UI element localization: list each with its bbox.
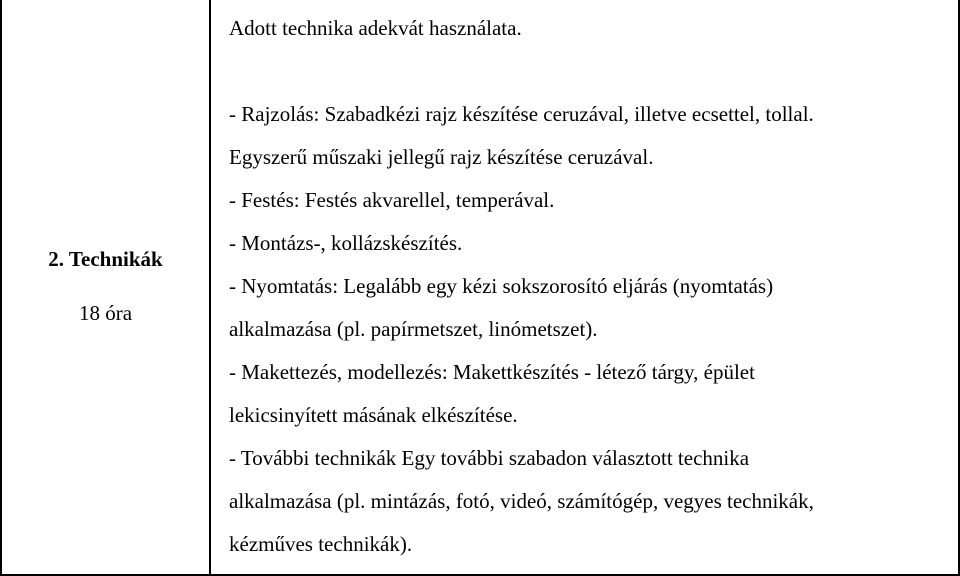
content-line: kézműves technikák). xyxy=(229,532,413,556)
content-line: - További technikák Egy további szabadon választott technika xyxy=(229,446,750,470)
content-line: - Nyomtatás: Legalább egy kézi sokszorosító eljárás (nyomtatás) xyxy=(229,274,774,298)
section-title: 2. Technikák xyxy=(48,247,163,271)
content-line: lekicsinyített másának elkészítése. xyxy=(229,403,518,427)
content-line: - Makettezés, modellezés: Makettkészítés - létező tárgy, épület xyxy=(229,360,755,384)
content-line: - Rajzolás: Szabadkézi rajz készítése ceruzával, illetve ecsettel, tollal. xyxy=(229,102,814,126)
content-line: - Festés: Festés akvarellel, temperával. xyxy=(229,188,555,212)
content-line: - Montázs-, kollázskészítés. xyxy=(229,231,463,255)
column-divider xyxy=(209,0,211,576)
content-line: alkalmazása (pl. mintázás, fotó, videó, számítógép, vegyes technikák, xyxy=(229,489,814,513)
content-line: Egyszerű műszaki jellegű rajz készítése ceruzával. xyxy=(229,145,654,169)
top-row-text: Adott technika adekvát használata. xyxy=(229,16,522,40)
content-line: alkalmazása (pl. papírmetszet, linómetszet). xyxy=(229,317,598,341)
section-hours: 18 óra xyxy=(78,301,133,325)
